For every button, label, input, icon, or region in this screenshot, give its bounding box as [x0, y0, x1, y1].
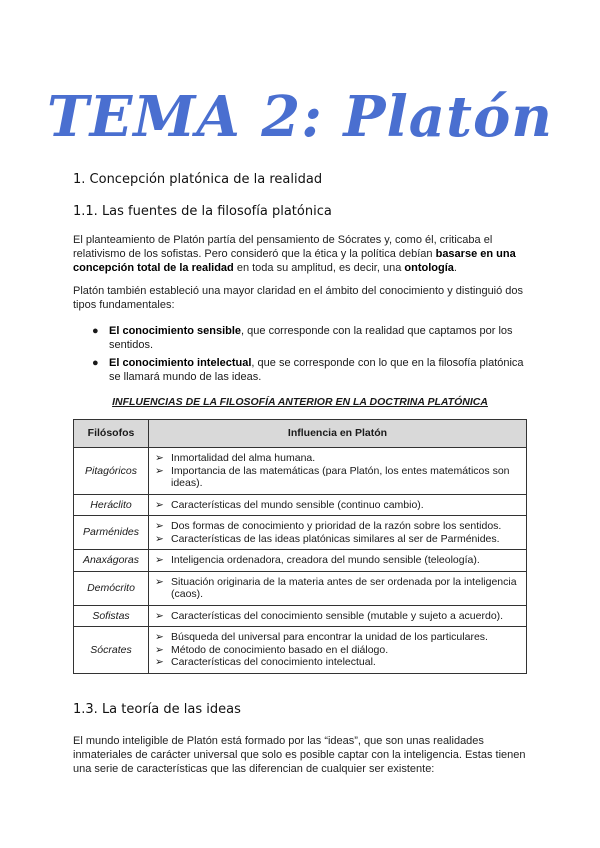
table-row [74, 571, 527, 605]
influence-text: Inteligencia ordenadora, creadora del mundo sensible (teleología). [171, 554, 480, 566]
paragraph-3: El mundo inteligible de Platón está formado por las “ideas”, que son unas realidades inmateriales de carácter universal que solo es posible captar con la inteligencia. Estas tienen una serie de características que las diferencian de cualquier ser existente: [73, 735, 526, 775]
table-row [74, 550, 527, 572]
paragraph-1 [73, 233, 529, 275]
table-row [74, 605, 527, 627]
influence-item [153, 644, 522, 657]
section-heading-1: 1. Concepción platónica de la realidad [73, 172, 323, 187]
list-item-bold: El conocimiento sensible [109, 325, 242, 337]
arrow-bullet-icon: ➢ [155, 532, 164, 545]
arrow-bullet-icon: ➢ [155, 554, 164, 566]
paragraph-2: Platón también estableció una mayor claridad en el ámbito del conocimiento y distinguió dos tipos fundamentales: [73, 285, 524, 311]
influence-text: Importancia de las matemáticas (para Platón, los entes matemáticos son ideas). [171, 464, 510, 489]
influence-text: Inmortalidad del alma humana. [171, 452, 316, 464]
table-row [74, 627, 527, 674]
list-item [92, 356, 532, 384]
section-heading-1-3: 1.3. La teoría de las ideas [73, 702, 241, 717]
arrow-bullet-icon: ➢ [155, 498, 164, 511]
philosopher-name: Sofistas [74, 605, 149, 627]
influence-text: Características de las ideas platónicas similares al ser de Parménides. [171, 532, 500, 545]
influence-cell [149, 448, 527, 495]
influence-text: Situación originaria de la materia antes de ser ordenada por la inteligencia (caos). [171, 575, 517, 600]
arrow-bullet-icon: ➢ [155, 575, 164, 588]
influence-cell [149, 571, 527, 605]
arrow-bullet-icon: ➢ [155, 452, 164, 464]
arrow-bullet-icon: ➢ [155, 609, 164, 622]
influence-item [153, 610, 522, 623]
influence-text: Características del conocimiento sensible (mutable y sujeto a acuerdo). [171, 609, 504, 622]
arrow-bullet-icon: ➢ [155, 656, 164, 668]
arrow-bullet-icon: ➢ [155, 520, 164, 532]
influence-text: Método de conocimiento basado en el diálogo. [171, 643, 389, 656]
knowledge-types-list [92, 324, 532, 388]
influence-item [153, 656, 522, 669]
table-row [74, 494, 527, 516]
table-caption: INFLUENCIAS DE LA FILOSOFÍA ANTERIOR EN LA DOCTRINA PLATÓNICA [112, 396, 488, 408]
influence-item [153, 452, 522, 465]
table-body [74, 448, 527, 674]
influence-item [153, 465, 522, 490]
arrow-bullet-icon: ➢ [155, 643, 164, 656]
p1-text-a: El planteamiento de Platón partía del pensamiento de Sócrates y, como él, criticaba el relativismo de los sofistas. Pero consideró que la ética y la política debían [73, 234, 493, 260]
philosopher-name: Anaxágoras [74, 550, 149, 572]
influence-cell [149, 516, 527, 550]
influence-cell [149, 627, 527, 674]
p1-bold-phrase: basarse en una concepción total de la realidad [73, 248, 516, 274]
arrow-bullet-icon: ➢ [155, 631, 164, 643]
table-row [74, 516, 527, 550]
influence-item [153, 554, 522, 567]
philosopher-name: Parménides [74, 516, 149, 550]
arrow-bullet-icon: ➢ [155, 464, 164, 477]
influence-item [153, 631, 522, 644]
p1-bold-ontologia: ontología [404, 262, 454, 274]
philosopher-name: Sócrates [74, 627, 149, 674]
influence-item [153, 499, 522, 512]
list-item [92, 324, 532, 352]
p1-text-e: . [453, 262, 457, 274]
page-title: TEMA 2: Platón [46, 84, 554, 150]
influence-text: Búsqueda del universal para encontrar la unidad de los particulares. [171, 631, 488, 643]
influence-cell [149, 494, 527, 516]
list-item-text: , que corresponde con la realidad que captamos por los sentidos. [109, 325, 513, 351]
header-influence: Influencia en Platón [149, 420, 527, 448]
table-row [74, 448, 527, 495]
philosopher-name: Heráclito [74, 494, 149, 516]
influence-item [153, 533, 522, 546]
influence-item [153, 520, 522, 533]
influence-cell [149, 550, 527, 572]
p1-text-c: en toda su amplitud, es decir, una [233, 262, 405, 274]
influence-cell [149, 605, 527, 627]
table-header-row [74, 420, 527, 448]
influences-table [73, 419, 527, 674]
influence-text: Dos formas de conocimiento y prioridad de la razón sobre los sentidos. [171, 520, 502, 532]
bullet-icon: ● [92, 357, 99, 369]
list-item-bold: El conocimiento intelectual [109, 357, 252, 369]
philosopher-name: Demócrito [74, 571, 149, 605]
influence-text: Características del conocimiento intelectual. [171, 656, 376, 668]
bullet-icon: ● [92, 325, 99, 337]
list-item-text: , que se corresponde con lo que en la filosofía platónica se llamará mundo de las ideas. [109, 357, 524, 383]
philosopher-name: Pitagóricos [74, 448, 149, 495]
influence-item [153, 576, 522, 601]
influence-text: Características del mundo sensible (continuo cambio). [171, 498, 424, 511]
section-heading-1-1: 1.1. Las fuentes de la filosofía platónica [73, 204, 332, 219]
header-philosophers: Filósofos [74, 420, 149, 448]
